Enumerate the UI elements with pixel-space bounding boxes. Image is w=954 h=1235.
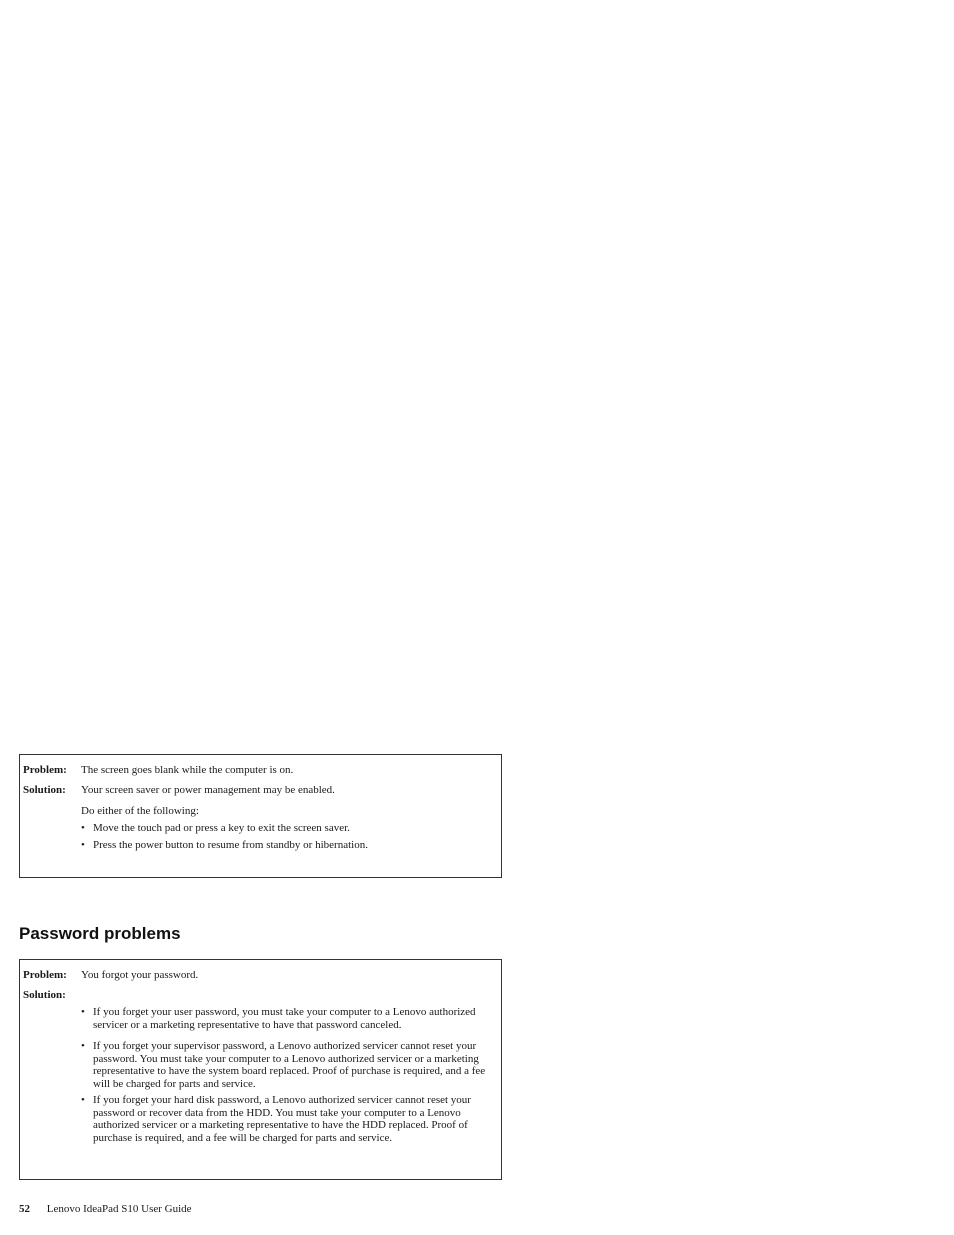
bullet-text: Move the touch pad or press a key to exit the screen saver. bbox=[93, 822, 350, 834]
problem-text: You forgot your password. bbox=[81, 969, 199, 981]
screen-blank-problem-box bbox=[19, 754, 502, 878]
bullet-text: Press the power button to resume from standby or hibernation. bbox=[93, 839, 368, 851]
bullet-text: If you forget your user password, you must take your computer to a Lenovo authorized servicer or a marketing representative to have that password canceled. bbox=[93, 1006, 476, 1031]
guide-title: Lenovo IdeaPad S10 User Guide bbox=[46, 1203, 192, 1215]
problem-label: Problem: bbox=[23, 764, 67, 776]
solution-label: Solution: bbox=[23, 989, 66, 1001]
page-number: 52 bbox=[19, 1203, 30, 1215]
problem-label: Problem: bbox=[23, 969, 67, 981]
bullet-icon: • bbox=[81, 1094, 85, 1106]
solution-intro: Do either of the following: bbox=[81, 805, 199, 817]
bullet-text: If you forget your hard disk password, a Lenovo authorized servicer cannot reset your password or recover data from the HDD. You must take your computer to a Lenovo authorized servicer or a marketing representative to have the HDD replaced. Proof of purchase is required, and a fee will be charged for parts and service. bbox=[93, 1094, 471, 1144]
section-heading-password-problems: Password problems bbox=[19, 924, 181, 943]
problem-text: The screen goes blank while the computer is on. bbox=[81, 764, 294, 776]
bullet-text: If you forget your supervisor password, a Lenovo authorized servicer cannot reset your password. You must take your computer to a Lenovo authorized servicer or a marketing representative to have the system board replaced. Proof of purchase is required, and a fee will be charged for parts and service. bbox=[93, 1040, 486, 1090]
bullet-icon: • bbox=[81, 1040, 85, 1052]
solution-text: Your screen saver or power management may be enabled. bbox=[81, 784, 335, 796]
bullet-icon: • bbox=[81, 839, 85, 851]
password-problem-box bbox=[19, 959, 502, 1180]
page-footer bbox=[19, 1203, 192, 1215]
bullet-icon: • bbox=[81, 822, 85, 834]
bullet-icon: • bbox=[81, 1006, 85, 1018]
solution-label: Solution: bbox=[23, 784, 66, 796]
